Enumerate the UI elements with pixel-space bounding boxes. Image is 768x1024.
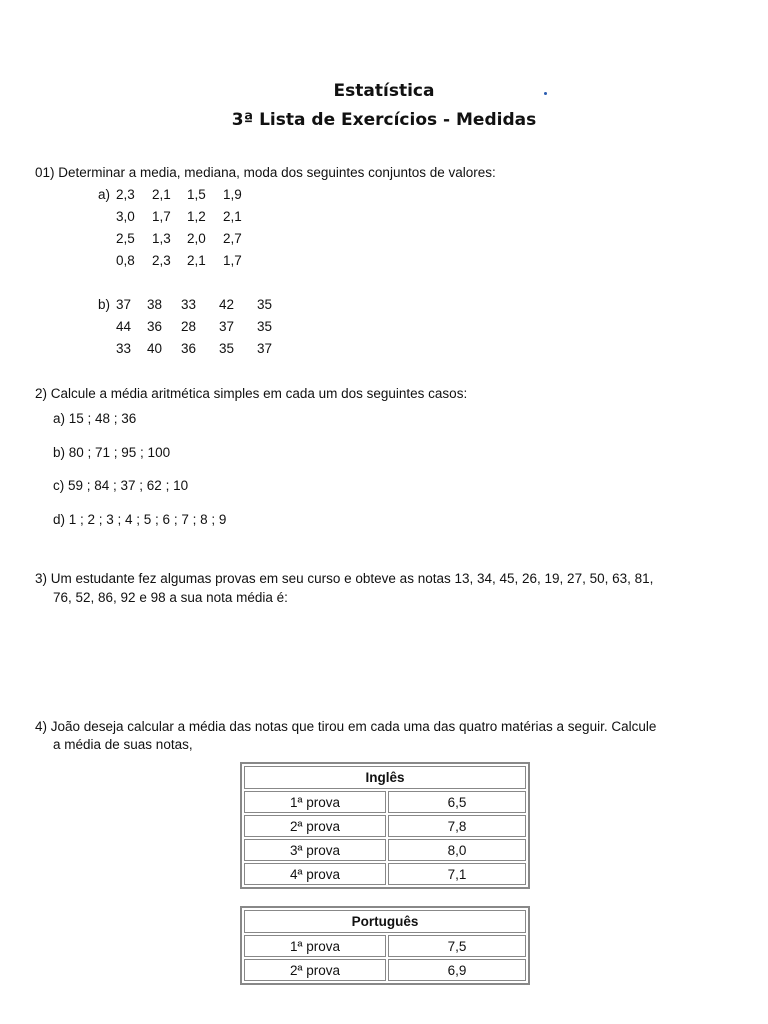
q1-value: 44: [116, 319, 132, 334]
table-cell: 2ª prova: [244, 815, 386, 837]
q1-value: 37: [219, 319, 235, 334]
q1-value: 1,7: [152, 209, 171, 224]
q1-value: 40: [147, 341, 163, 356]
table-row: [244, 791, 526, 813]
q1-value: 35: [257, 297, 273, 312]
q1-value: 2,1: [187, 253, 206, 268]
q1-value: 35: [257, 319, 273, 334]
table-cell: 3ª prova: [244, 839, 386, 861]
q1-value: 2,0: [187, 231, 206, 246]
table-cell: 7,8: [388, 815, 526, 837]
q2-item: a) 15 ; 48 ; 36: [53, 411, 137, 426]
q2-item: d) 1 ; 2 ; 3 ; 4 ; 5 ; 6 ; 7 ; 8 ; 9: [53, 512, 227, 527]
q1-value: 1,9: [223, 187, 242, 202]
q1-value: 2,3: [116, 187, 135, 202]
table-cell: 1ª prova: [244, 791, 386, 813]
grades-table-portugues: [240, 906, 530, 985]
table-row: [244, 815, 526, 837]
q1-prompt: 01) Determinar a media, mediana, moda dos seguintes conjuntos de valores:: [35, 165, 496, 180]
q1-value: 2,7: [223, 231, 242, 246]
table-cell: 6,9: [388, 959, 526, 981]
table-cell: 4ª prova: [244, 863, 386, 885]
q1-value: 1,7: [223, 253, 242, 268]
table-cell: 8,0: [388, 839, 526, 861]
q1-value: 42: [219, 297, 235, 312]
q1-value: 2,1: [223, 209, 242, 224]
table-row: [244, 935, 526, 957]
q3-text-line2: 76, 52, 86, 92 e 98 a sua nota média é:: [53, 590, 288, 605]
q1-value: 36: [147, 319, 163, 334]
table-row: [244, 839, 526, 861]
q1-value: 28: [181, 319, 197, 334]
q1-value: 37: [257, 341, 273, 356]
table-row: [244, 863, 526, 885]
table-header: Português: [244, 910, 526, 933]
table-row: [244, 959, 526, 981]
table-cell: 2ª prova: [244, 959, 386, 981]
q1-value: 0,8: [116, 253, 135, 268]
table-header: Inglês: [244, 766, 526, 789]
q1-value: 33: [116, 341, 132, 356]
q1-b-label: b): [98, 297, 111, 312]
q1-value: 1,5: [187, 187, 206, 202]
q2-item: b) 80 ; 71 ; 95 ; 100: [53, 445, 171, 460]
table-cell: 1ª prova: [244, 935, 386, 957]
q1-value: 33: [181, 297, 197, 312]
q4-text-line2: a média de suas notas,: [53, 737, 193, 752]
q4-text-line1: 4) João deseja calcular a média das notas que tirou em cada uma das quatro matérias a seguir. Calcule: [35, 719, 657, 734]
table-cell: 7,1: [388, 863, 526, 885]
q1-value: 38: [147, 297, 163, 312]
table-cell: 6,5: [388, 791, 526, 813]
page-subtitle: 3ª Lista de Exercícios - Medidas: [231, 110, 537, 130]
q1-value: 2,1: [152, 187, 171, 202]
q3-text-line1: 3) Um estudante fez algumas provas em seu curso e obteve as notas 13, 34, 45, 26, 19, 27, 50, 63, 81,: [35, 571, 654, 586]
q1-value: 3,0: [116, 209, 135, 224]
q1-a-label: a): [98, 187, 111, 202]
q1-value: 2,5: [116, 231, 135, 246]
page-title: Estatística: [333, 81, 435, 101]
q1-value: 1,2: [187, 209, 206, 224]
q1-value: 36: [181, 341, 197, 356]
table-cell: 7,5: [388, 935, 526, 957]
stray-mark: [544, 92, 547, 95]
q2-item: c) 59 ; 84 ; 37 ; 62 ; 10: [53, 478, 189, 493]
q1-value: 2,3: [152, 253, 171, 268]
q1-value: 1,3: [152, 231, 171, 246]
q1-value: 35: [219, 341, 235, 356]
q1-value: 37: [116, 297, 132, 312]
grades-table-ingles: [240, 762, 530, 889]
q2-prompt: 2) Calcule a média aritmética simples em cada um dos seguintes casos:: [35, 386, 468, 401]
